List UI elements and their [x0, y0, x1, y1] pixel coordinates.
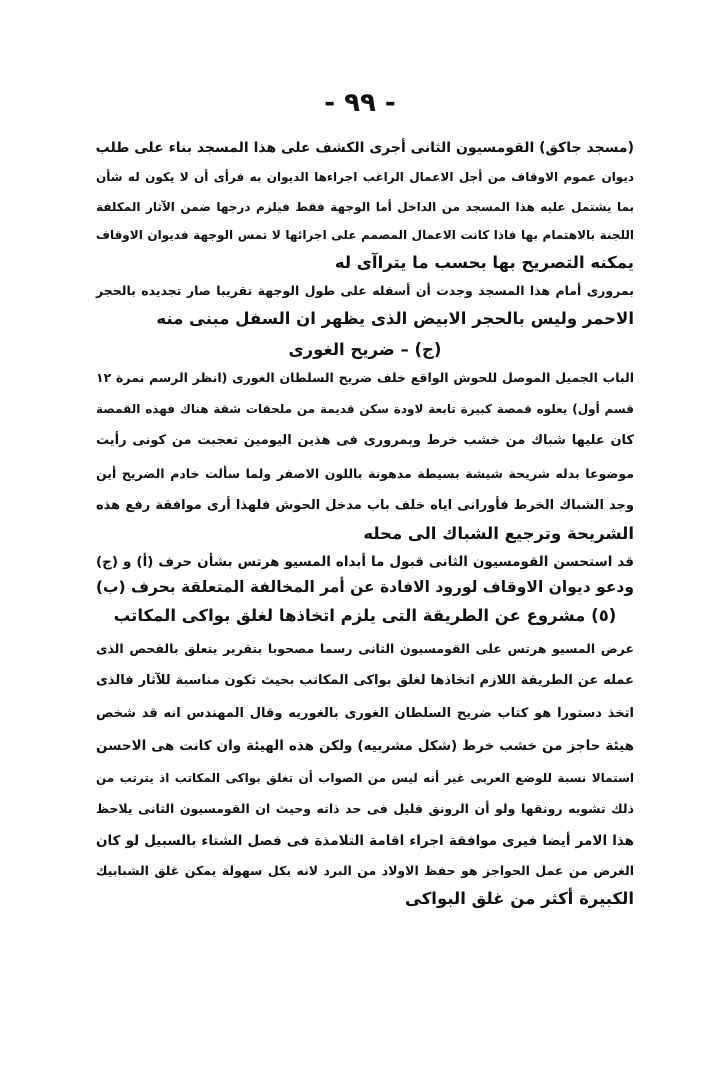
text-line: الاحمر وليس بالحجر الابيض الذى يظهر ان السفل مبنى منه [156, 309, 634, 328]
text-line: قد استحسن القومسيون الثانى قبول ما أبداه المسيو هرتس بشأن حرف (أ) و (ج) [96, 554, 634, 570]
text-line: الكبيرة أكثر من غلق البواكى [405, 889, 634, 908]
text-line: بما يشتمل عليه هذا المسجد من الداخل أما الوجهة فقط فيلزم درجها ضمن الآثار المكلفة [96, 200, 634, 214]
section-heading: (ج) – ضريح الغورى [288, 340, 442, 359]
text-line: اتخذ دستورا هو كتاب ضريح السلطان الغورى بالغوريه وقال المهندس انه قد شخص [96, 706, 634, 721]
text-line: موضوعا بدله شريحة شيشة بسيطة مدهونة باللون الاصفر ولما سألت خادم الضريح أين [96, 466, 634, 481]
text-line: كان عليها شباك من خشب خرط وبمرورى فى هذين اليومين تعجبت من كونى رأيت [96, 433, 634, 448]
text-line: (مسجد جاكق) القومسيون الثانى أجرى الكشف على هذا المسجد بناء على طلب [95, 140, 634, 156]
text-line: عمله عن الطريقة اللازم اتخاذها لغلق بواكى المكاتب بحيث تكون مناسبة للآثار فالذى [96, 673, 634, 688]
text-line: هيئة حاجز من خشب خرط (شكل مشربيه) ولكن هذه الهيئة وان كانت هى الاحسن [96, 738, 634, 754]
text-line: بمرورى أمام هذا المسجد وجدت أن أسفله على طول الوجهة تقريبا صار تجديده بالحجر [96, 283, 634, 298]
text-line: الشريحة وترجيع الشباك الى محله [363, 524, 634, 543]
text-line: اللجنة بالاهتمام بها فاذا كانت الاعمال المصمم على اجرائها لا تمس الوجهة فديوان الاوقاف [96, 228, 634, 242]
text-line: ودعو ديوان الاوقاف لورود الافادة عن أمر المخالفة المتعلقة بحرف (ب) [95, 578, 634, 596]
text-line: استمالا نسبة للوضع العربى غير أنه ليس من الصواب أن تغلق بواكى المكاتب اذ يترتب من [96, 771, 634, 785]
text-line: ذلك تشويه رونقها ولو أن الرونق قليل فى حد ذاته وحيث ان القومسيون الثانى يلاحظ [96, 801, 634, 816]
text-line: وجد الشباك الخرط فأورانى اياه خلف باب مدخل الحوش فلهذا أرى موافقة رفع هذه [96, 498, 634, 513]
text-line: ديوان عموم الاوقاف من أجل الاعمال الراغب اجراءها الديوان به فرأى أن لا يكون له شأن [96, 170, 634, 184]
section-heading: (٥) مشروع عن الطريقة التى يلزم اتخاذها لغلق بواكى المكاتب [113, 606, 617, 625]
page-number: - ٩٩ - [324, 88, 396, 118]
text-line: هذا الامر أيضا فيرى موافقة اجراء اقامة التلامذة فى فصل الشتاء بالسبيل لو كان [96, 833, 634, 849]
text-line: يمكنه التصريح بها بحسب ما يتراآى له [334, 253, 634, 272]
text-line: عرض المسيو هرتس على القومسيون الثانى رسما مصحوبا بتقرير يتعلق بالفحص الذى [96, 641, 634, 656]
text-line: الباب الجميل الموصل للحوش الواقع خلف ضريح السلطان الغورى (انظر الرسم نمرة ١٢ [96, 370, 634, 385]
text-line: الغرض من عمل الحواجز هو حفظ الاولاد من البرد لانه بكل سهولة يمكن غلق الشبابيك [96, 863, 634, 878]
text-line: قسم أول) يعلوه قمصة كبيرة تابعة لاودة سكن قديمة من ملحقات شقة هناك فهذه القمصة [96, 402, 634, 416]
